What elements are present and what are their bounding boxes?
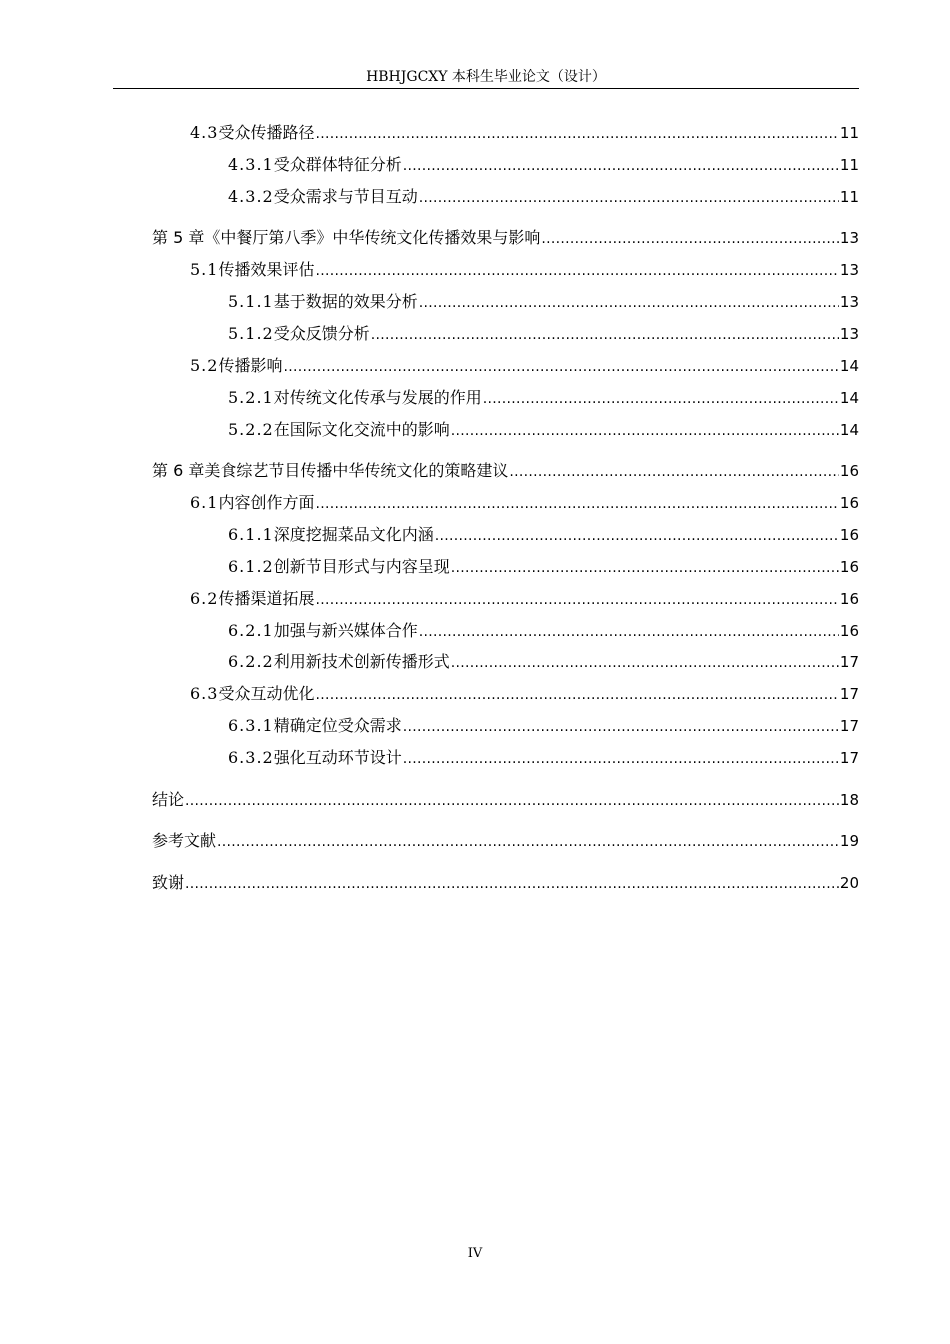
toc-entry-number: 第 5 章 <box>152 228 205 247</box>
toc-entry-title: 美食综艺节目传播中华传统文化的策略建议 <box>204 461 509 480</box>
toc-entry-title: 传播影响 <box>218 356 283 375</box>
toc-entry-page: 16 <box>839 494 859 512</box>
toc-entry[interactable] <box>228 386 859 410</box>
toc-entry[interactable] <box>228 714 859 738</box>
toc-entry[interactable] <box>152 871 859 895</box>
toc-entry-page: 16 <box>839 558 859 576</box>
toc-entry-title: 受众传播路径 <box>218 123 315 142</box>
toc-entry-number: 6.1 <box>190 493 219 512</box>
toc-entry-page: 19 <box>839 832 859 850</box>
toc-entry[interactable] <box>228 523 859 547</box>
page-number: IV <box>467 1246 483 1261</box>
toc-entry-page: 17 <box>839 749 859 767</box>
toc-entry-title: 参考文献 <box>152 831 217 850</box>
toc-entry-title: 结论 <box>152 790 185 809</box>
toc-dot-leader <box>315 122 838 146</box>
toc-entry-number: 4.3 <box>190 123 219 142</box>
toc-entry-page: 14 <box>839 421 859 439</box>
toc-entry-page: 16 <box>839 590 859 608</box>
page-header: HBHJGCXY 本科生毕业论文（设计） <box>366 69 606 85</box>
toc-entry-number: 5.2 <box>190 356 219 375</box>
toc-entry[interactable] <box>228 290 859 314</box>
toc-entry-number: 6.2 <box>190 589 219 608</box>
toc-entry-number: 5.1.1 <box>228 292 274 311</box>
toc-dot-leader <box>403 154 839 178</box>
toc-entry-page: 11 <box>839 188 859 206</box>
toc-entry-title: 致谢 <box>152 873 185 892</box>
toc-entry-title: 受众反馈分析 <box>273 324 370 343</box>
toc-dot-leader <box>419 620 839 644</box>
toc-dot-leader <box>315 259 838 283</box>
toc-entry-number: 5.1.2 <box>228 324 274 343</box>
toc-entry-number: 6.2.2 <box>228 652 274 671</box>
toc-entry[interactable] <box>152 829 859 853</box>
toc-entry-title: 对传统文化传承与发展的作用 <box>273 388 482 407</box>
toc-dot-leader <box>315 588 838 612</box>
toc-entry-title: 《中餐厅第八季》中华传统文化传播效果与影响 <box>204 228 541 247</box>
toc-entry-page: 13 <box>839 325 859 343</box>
toc-entry-page: 20 <box>839 874 859 892</box>
toc-entry[interactable] <box>190 258 859 282</box>
toc-dot-leader <box>435 524 839 548</box>
toc-entry-title: 利用新技术创新传播形式 <box>273 652 450 671</box>
toc-entry[interactable] <box>228 322 859 346</box>
toc-dot-leader <box>451 419 839 443</box>
toc-entry[interactable] <box>228 153 859 177</box>
toc-dot-leader <box>483 387 839 411</box>
toc-entry[interactable] <box>152 459 859 483</box>
toc-entry-number: 6.3.2 <box>228 748 274 767</box>
toc-entry[interactable] <box>190 587 859 611</box>
toc-dot-leader <box>419 291 839 315</box>
toc-entry-page: 16 <box>839 622 859 640</box>
toc-entry[interactable] <box>228 650 859 674</box>
toc-entry-title: 传播渠道拓展 <box>218 589 315 608</box>
toc-entry-number: 第 6 章 <box>152 461 205 480</box>
toc-entry-title: 受众需求与节目互动 <box>273 187 418 206</box>
toc-entry[interactable] <box>228 418 859 442</box>
toc-entry[interactable] <box>190 121 859 145</box>
toc-entry-number: 6.1.2 <box>228 557 274 576</box>
toc-entry-title: 传播效果评估 <box>218 260 315 279</box>
toc-dot-leader <box>541 227 839 251</box>
toc-entry-number: 6.3 <box>190 684 219 703</box>
toc-entry-title: 深度挖掘菜品文化内涵 <box>273 525 434 544</box>
toc-entry[interactable] <box>190 354 859 378</box>
toc-dot-leader <box>185 872 839 896</box>
toc-entry-title: 内容创作方面 <box>218 493 315 512</box>
toc-entry-page: 17 <box>839 717 859 735</box>
toc-dot-leader <box>315 683 838 707</box>
toc-entry-page: 17 <box>839 685 859 703</box>
toc-entry-number: 5.2.1 <box>228 388 274 407</box>
toc-entry-title: 精确定位受众需求 <box>273 716 402 735</box>
toc-dot-leader <box>185 789 839 813</box>
toc-entry-page: 13 <box>839 229 859 247</box>
toc-entry-page: 13 <box>839 261 859 279</box>
toc-entry-page: 14 <box>839 357 859 375</box>
toc-entry[interactable] <box>228 555 859 579</box>
toc-dot-leader <box>371 323 839 347</box>
toc-dot-leader <box>315 492 838 516</box>
toc-entry-number: 5.1 <box>190 260 219 279</box>
toc-entry[interactable] <box>228 185 859 209</box>
toc-entry[interactable] <box>152 788 859 812</box>
toc-dot-leader <box>403 715 839 739</box>
toc-entry-number: 6.3.1 <box>228 716 274 735</box>
toc-entry[interactable] <box>228 746 859 770</box>
toc-entry-page: 11 <box>839 124 859 142</box>
toc-entry[interactable] <box>228 619 859 643</box>
toc-dot-leader <box>451 651 839 675</box>
toc-entry-title: 创新节目形式与内容呈现 <box>273 557 450 576</box>
toc-entry-title: 加强与新兴媒体合作 <box>273 621 418 640</box>
toc-entry-title: 强化互动环节设计 <box>273 748 402 767</box>
toc-entry-page: 13 <box>839 293 859 311</box>
toc-dot-leader <box>403 747 839 771</box>
toc-entry-page: 16 <box>839 462 859 480</box>
toc-dot-leader <box>419 186 839 210</box>
toc-entry-number: 6.2.1 <box>228 621 274 640</box>
toc-dot-leader <box>509 460 839 484</box>
toc-entry-page: 16 <box>839 526 859 544</box>
toc-dot-leader <box>283 355 838 379</box>
toc-entry-title: 受众群体特征分析 <box>273 155 402 174</box>
toc-dot-leader <box>217 830 839 854</box>
toc-entry[interactable] <box>190 682 859 706</box>
toc-entry-page: 18 <box>839 791 859 809</box>
toc-entry-number: 6.1.1 <box>228 525 274 544</box>
toc-entry[interactable] <box>190 491 859 515</box>
toc-entry-number: 4.3.1 <box>228 155 274 174</box>
header-divider <box>113 88 859 89</box>
toc-entry-title: 基于数据的效果分析 <box>273 292 418 311</box>
toc-dot-leader <box>451 556 839 580</box>
toc-entry-number: 4.3.2 <box>228 187 274 206</box>
toc-entry-number: 5.2.2 <box>228 420 274 439</box>
toc-entry-page: 17 <box>839 653 859 671</box>
toc-entry-page: 11 <box>839 156 859 174</box>
toc-entry[interactable] <box>152 226 859 250</box>
toc-entry-title: 受众互动优化 <box>218 684 315 703</box>
toc-entry-page: 14 <box>839 389 859 407</box>
toc-entry-title: 在国际文化交流中的影响 <box>273 420 450 439</box>
